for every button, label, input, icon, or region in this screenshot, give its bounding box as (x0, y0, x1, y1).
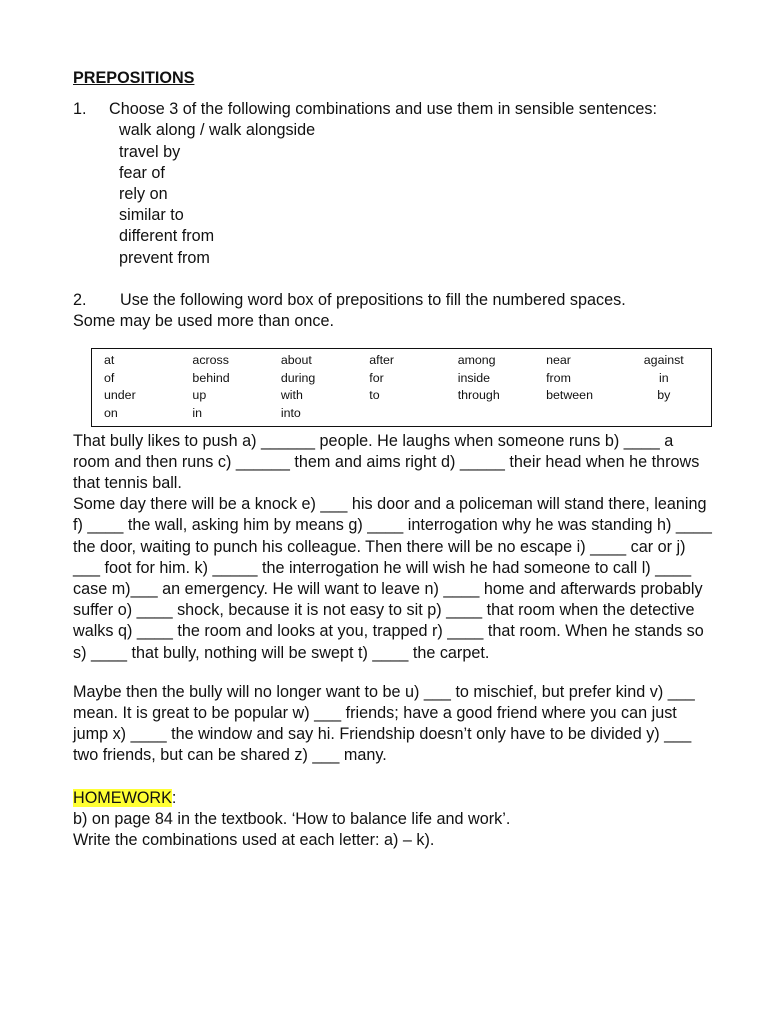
homework-line-2: Write the combinations used at each letter: a) – k). (73, 831, 435, 850)
word-box-cell (357, 405, 445, 423)
word-box-cell: for (369, 370, 384, 385)
word-box-cell: into (280, 406, 301, 421)
word-box-cell: up (192, 388, 207, 403)
question-2-number: 2. (73, 290, 87, 309)
word-box-cell: on (104, 406, 118, 421)
question-1-number: 1. (73, 100, 87, 119)
word-box-cell (623, 405, 711, 423)
combination-item: fear of (119, 163, 165, 182)
word-box-cell: among (457, 353, 496, 368)
combination-item: similar to (119, 206, 184, 225)
word-box-row (92, 405, 711, 423)
passage-paragraph-3: Maybe then the bully will no longer want to be u) ___ to mischief, but prefer kind v) ___ mean. It is great to be popular w) ___ friends; have a good friend where you can just jump x) ____ the window and say hi. Friendship doesn’t only have to be divided y) ___ two friends, but can be shared z) ___ many. (73, 682, 695, 765)
word-box-row (92, 352, 711, 370)
combination-item: rely on (119, 185, 168, 204)
question-2-note: Some may be used more than once. (73, 312, 334, 331)
word-box-cell: in (658, 370, 669, 385)
combination-item: walk along / walk alongside (119, 121, 316, 140)
word-box-cell: during (280, 370, 316, 385)
word-box-cell: about (280, 353, 312, 368)
combination-item: travel by (119, 142, 181, 161)
word-box-table (92, 352, 711, 422)
word-box-cell: against (643, 353, 684, 368)
homework-colon: : (171, 788, 177, 807)
word-box-cell: of (104, 370, 115, 385)
word-box-cell: behind (192, 370, 230, 385)
question-1-text: Choose 3 of the following combinations and use them in sensible sentences: (109, 100, 658, 119)
passage-paragraph-1: That bully likes to push a) ______ people. He laughs when someone runs b) ____ a room and then runs c) ______ them and aims right d) _____ their head when he throws that tennis ball. (73, 431, 700, 493)
combination-item: different from (119, 227, 215, 246)
word-box-cell: to (369, 388, 380, 403)
combination-list (119, 120, 713, 268)
word-box-cell: from (546, 370, 571, 385)
preposition-word-box (91, 348, 712, 426)
passage-paragraph-2: Some day there will be a knock e) ___ his door and a policeman will stand there, leaning f) ____ the wall, asking him by means g) ____ interrogation why he was standing h) ____ the door, waiting to punch his colleague. Then there will be no escape i) ____ car or j) ___ foot for him. k) _____ the interrogation he will wish he had someone to call l) ____ case m)___ an emergency. He will want to leave n) ____ home and afterwards probably suffer o) ____ shock, because it is not easy to sit p) ____ that room when the detective walks q) ____ the room and looks at you, trapped r) ____ that room. When he stands so s) ____ that bully, nothing will be swept t) ____ the carpet. (73, 495, 712, 662)
word-box-row (92, 387, 711, 405)
word-box-cell: by (657, 388, 671, 403)
homework-heading (73, 788, 713, 809)
homework-line-1: b) on page 84 in the textbook. ‘How to balance life and work’. (73, 809, 511, 828)
spacer (73, 269, 713, 290)
word-box-row (92, 370, 711, 388)
question-2 (73, 290, 713, 311)
word-box-cell: between (546, 388, 593, 403)
word-box-cell: across (192, 353, 229, 368)
homework-label: HOMEWORK (73, 788, 172, 807)
word-box-cell: at (104, 353, 115, 368)
question-2-text: Use the following word box of prepositions to fill the numbered spaces. (120, 290, 626, 309)
word-box-cell: in (192, 406, 203, 421)
word-box-cell (446, 405, 534, 423)
word-box-cell: near (546, 353, 571, 368)
word-box-cell: through (457, 388, 500, 403)
page-title: PREPOSITIONS (73, 69, 195, 87)
word-box-cell: inside (457, 370, 491, 385)
combination-item: prevent from (119, 248, 210, 267)
worksheet-page (73, 68, 713, 851)
question-1 (73, 99, 713, 120)
word-box-cell (534, 405, 622, 423)
word-box-cell: with (280, 388, 303, 403)
word-box-cell: after (369, 353, 395, 368)
word-box-cell: under (104, 388, 136, 403)
